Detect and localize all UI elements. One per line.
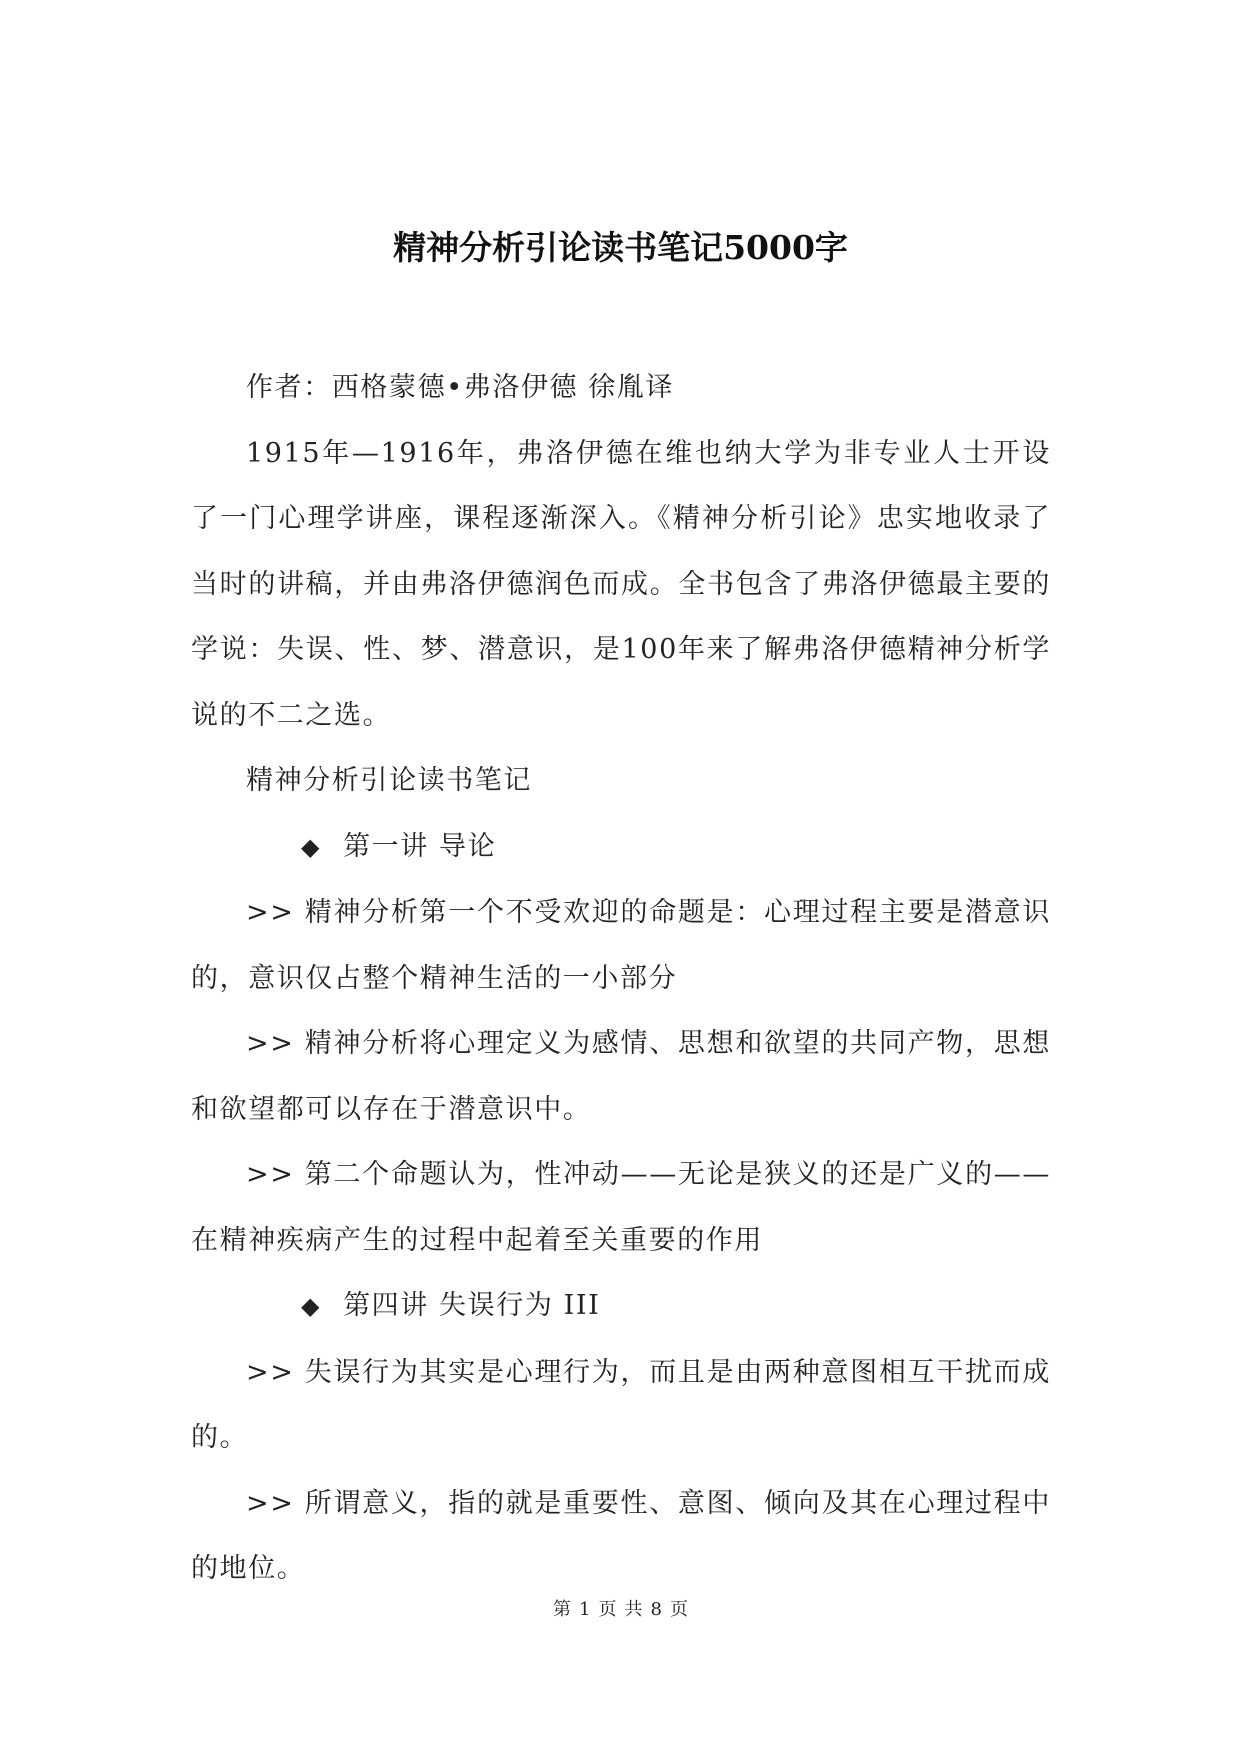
- footer-total-word: 共: [624, 1599, 643, 1620]
- intro-paragraph: 1915年—1916年，弗洛伊德在维也纳大学为非专业人士开设了一门心理学讲座，课程逐渐深入。《精神分析引论》忠实地收录了当时的讲稿，并由弗洛伊德润色而成。全书包含了弗洛伊德最主要的学说：失误、性、梦、潜意识，是100年来了解弗洛伊德精神分析学说的不二之选。: [191, 437, 1051, 731]
- footer-suffix: 页: [669, 1599, 688, 1620]
- diamond-bullet-icon: ◆: [301, 1292, 322, 1320]
- lecture-heading-4: [191, 1273, 1051, 1340]
- note-paragraph: >> 精神分析将心理定义为感情、思想和欲望的共同产物，思想和欲望都可以存在于潜意识中。: [191, 1028, 1051, 1125]
- document-body: [191, 355, 1051, 1602]
- page-number-footer: [0, 1598, 1241, 1622]
- note-paragraph: >> 第二个命题认为，性冲动——无论是狭义的还是广义的——在精神疾病产生的过程中起着至关重要的作用: [191, 1159, 1051, 1256]
- footer-page-word: 页: [598, 1599, 617, 1620]
- footer-prefix: 第: [553, 1599, 572, 1620]
- lecture-heading-1: [191, 814, 1051, 881]
- lecture-heading-text: 第一讲 导论: [343, 830, 497, 862]
- diamond-bullet-icon: ◆: [301, 832, 322, 861]
- footer-total-pages: 8: [650, 1599, 662, 1620]
- lecture-heading-text: 第四讲 失误行为 III: [343, 1290, 601, 1321]
- note-paragraph: >> 失误行为其实是心理行为，而且是由两种意图相互干扰而成的。: [191, 1356, 1051, 1453]
- footer-current-page: 1: [579, 1599, 591, 1620]
- note-paragraph: >> 精神分析第一个不受欢迎的命题是：心理过程主要是潜意识的，意识仅占整个精神生活的一小部分: [191, 897, 1051, 994]
- author-line: 作者：西格蒙德•弗洛伊德 徐胤译: [246, 372, 675, 403]
- section-heading: 精神分析引论读书笔记: [246, 765, 532, 796]
- note-paragraph: >> 所谓意义，指的就是重要性、意图、倾向及其在心理过程中的地位。: [191, 1487, 1051, 1584]
- document-title: 精神分析引论读书笔记5000字: [393, 228, 848, 267]
